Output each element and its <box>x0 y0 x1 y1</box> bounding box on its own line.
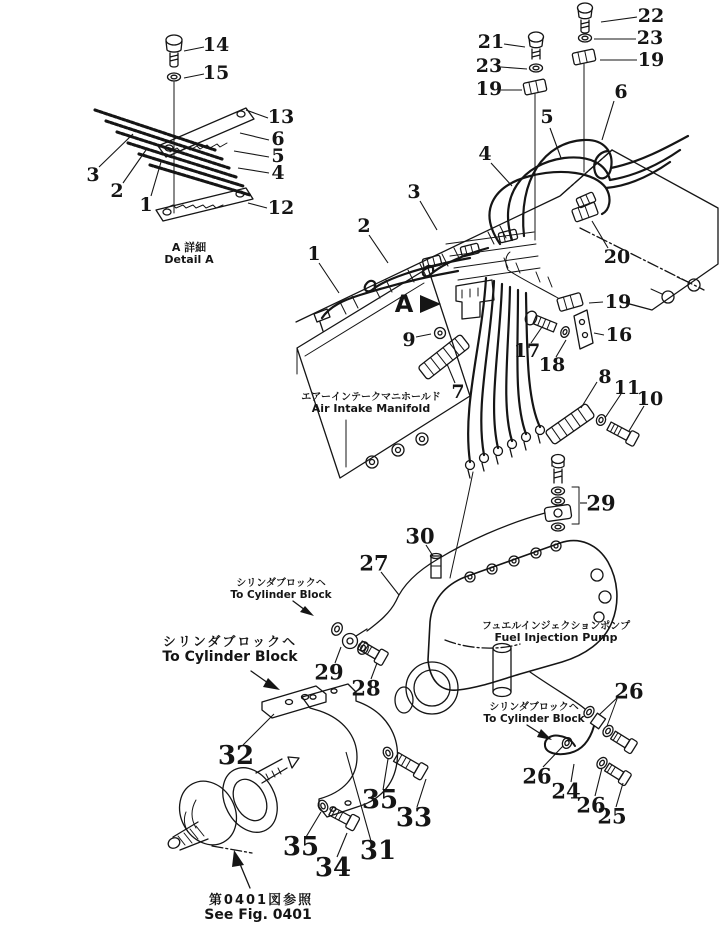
callout-19: 19 <box>637 49 665 71</box>
manifold-ports <box>366 433 428 468</box>
fuel-line-27 <box>367 513 545 631</box>
to-cylinder-block-arrow-bottom <box>527 725 552 740</box>
bolt-28 <box>356 639 389 666</box>
leader-line-16 <box>594 333 604 335</box>
bolt-21 <box>529 32 544 59</box>
injector-fittings <box>466 426 545 479</box>
leader-line-15 <box>184 74 204 78</box>
clamp-19-third <box>557 292 584 311</box>
bolt-17 <box>523 309 557 334</box>
callout-23: 23 <box>475 55 503 77</box>
leader-line-8 <box>581 382 597 408</box>
leader-line-12 <box>248 203 267 208</box>
bolt-10 <box>606 420 640 447</box>
bracket-16 <box>574 310 593 349</box>
leader-line-3 <box>420 201 437 230</box>
clamp-strip-8 <box>545 403 595 445</box>
clamp-19-top <box>572 49 596 65</box>
callout-27: 27 <box>359 550 389 576</box>
clamp-bar-13 <box>158 108 254 157</box>
leader-line-1 <box>319 263 339 293</box>
callout-18: 18 <box>538 354 566 376</box>
bolt-34 <box>327 804 360 831</box>
to-cylinder-block-small-en: To Cylinder Block <box>230 589 332 601</box>
washer-15 <box>168 73 181 81</box>
washer-35-right <box>381 746 394 761</box>
bolt-9 <box>435 328 446 339</box>
detail-a-caption-jp: A 詳細 <box>171 241 207 254</box>
leader-line-2 <box>369 235 388 263</box>
callout-16: 16 <box>605 324 633 346</box>
callout-5: 5 <box>271 145 285 167</box>
air-intake-manifold <box>297 268 470 478</box>
leader-line-23 <box>501 67 527 69</box>
callout-26: 26 <box>522 763 552 789</box>
callout-2: 2 <box>110 180 124 202</box>
callout-1: 1 <box>139 194 153 216</box>
callout-3: 3 <box>407 181 421 203</box>
callout-4: 4 <box>478 143 492 165</box>
callout-35: 35 <box>282 832 320 862</box>
callout-8: 8 <box>598 366 612 388</box>
callout-31: 31 <box>359 836 397 866</box>
leader-line-2 <box>123 150 146 183</box>
callout-19: 19 <box>604 291 632 313</box>
callout-6: 6 <box>614 81 628 103</box>
see-fig-arrow <box>232 850 250 888</box>
callout-6: 6 <box>271 128 285 150</box>
callout-7: 7 <box>451 381 465 403</box>
block-plug <box>662 291 674 303</box>
callout-34: 34 <box>314 853 352 883</box>
washer-23-second <box>530 64 543 72</box>
to-cylinder-block-arrow-large <box>251 671 280 690</box>
leader-line-6 <box>240 133 269 140</box>
fuel-line-24 <box>545 726 594 754</box>
fuel-injection-pump-label-jp: フュエルインジェクションポンプ <box>481 621 631 632</box>
callout-11: 11 <box>613 377 641 399</box>
fuel-injection-pump-label-en: Fuel Injection Pump <box>494 631 618 644</box>
callout-20: 20 <box>603 246 631 268</box>
to-cylinder-block-small-jp: シリンダブロックヘ <box>236 578 326 589</box>
callout-3: 3 <box>86 164 100 186</box>
to-cylinder-block-bottom-en: To Cylinder Block <box>483 713 585 725</box>
pump-feed-line <box>450 472 473 578</box>
washer-23-top <box>579 34 592 42</box>
callout-2: 2 <box>357 215 371 237</box>
leader-line-21 <box>504 44 525 47</box>
section-a-marker: A <box>394 290 414 318</box>
callout-9: 9 <box>402 329 416 351</box>
callout-12: 12 <box>267 197 295 219</box>
clamp-19-second <box>523 79 547 95</box>
callout-4: 4 <box>271 162 285 184</box>
washer-18 <box>559 325 571 338</box>
see-fig-caption-en: See Fig. 0401 <box>204 907 312 923</box>
callout-30: 30 <box>405 523 435 549</box>
washer-11 <box>595 413 607 426</box>
clamp-wire <box>506 252 558 298</box>
leader-line-19 <box>589 302 603 303</box>
callout-26: 26 <box>614 678 644 704</box>
callout-15: 15 <box>202 62 230 84</box>
callout-5: 5 <box>540 106 554 128</box>
air-intake-manifold-label-en: Air Intake Manifold <box>311 402 431 415</box>
leader-line-5 <box>550 128 561 158</box>
callout-29: 29 <box>586 490 616 516</box>
callout-28: 28 <box>351 675 381 701</box>
leader-line-14 <box>184 47 204 51</box>
callout-21: 21 <box>477 31 505 53</box>
bolt-33 <box>392 750 429 780</box>
to-cylinder-block-large-en: To Cylinder Block <box>162 649 298 665</box>
callout-13: 13 <box>267 106 295 128</box>
to-cylinder-block-bottom-jp: シリンダブロックヘ <box>489 702 579 713</box>
callout-29: 29 <box>314 659 344 685</box>
leader-line-9 <box>416 334 431 337</box>
leader-line-6 <box>602 101 614 140</box>
callout-14: 14 <box>202 34 230 56</box>
callout-32: 32 <box>217 741 255 771</box>
bolt-22 <box>578 3 593 33</box>
callout-33: 33 <box>395 803 433 833</box>
leader-line-5 <box>234 151 269 157</box>
callout-23: 23 <box>636 27 664 49</box>
callout-10: 10 <box>636 388 664 410</box>
leader-line-3 <box>99 134 133 167</box>
leader-line-4 <box>491 163 512 186</box>
callout-25: 25 <box>597 803 627 829</box>
callout-17: 17 <box>513 340 541 362</box>
detail-a-caption-en: Detail A <box>164 253 214 266</box>
leader-line-22 <box>601 17 637 22</box>
leader-line-4 <box>238 168 269 173</box>
clamp-20 <box>572 202 599 222</box>
callout-26: 26 <box>576 792 606 818</box>
pump-drive-coupling <box>166 757 299 855</box>
callout-24: 24 <box>551 778 581 804</box>
spacer-block-32 <box>262 686 326 718</box>
air-intake-manifold-label-jp: エアーインテークマニホールド <box>301 392 441 403</box>
see-fig-caption-jp: 第0401図参照 <box>208 893 314 908</box>
callout-19: 19 <box>475 78 503 100</box>
bolt-14 <box>166 35 182 67</box>
leader-line-13 <box>246 110 268 118</box>
callout-35: 35 <box>361 785 399 815</box>
injection-pipes-upper <box>322 136 688 318</box>
to-cylinder-block-large-jp: シリンダブロックヘ <box>162 635 298 650</box>
callout-22: 22 <box>637 5 665 27</box>
eye-joint-29-right <box>544 455 579 532</box>
callout-1: 1 <box>307 243 321 265</box>
to-cylinder-block-arrow-small <box>293 601 314 616</box>
